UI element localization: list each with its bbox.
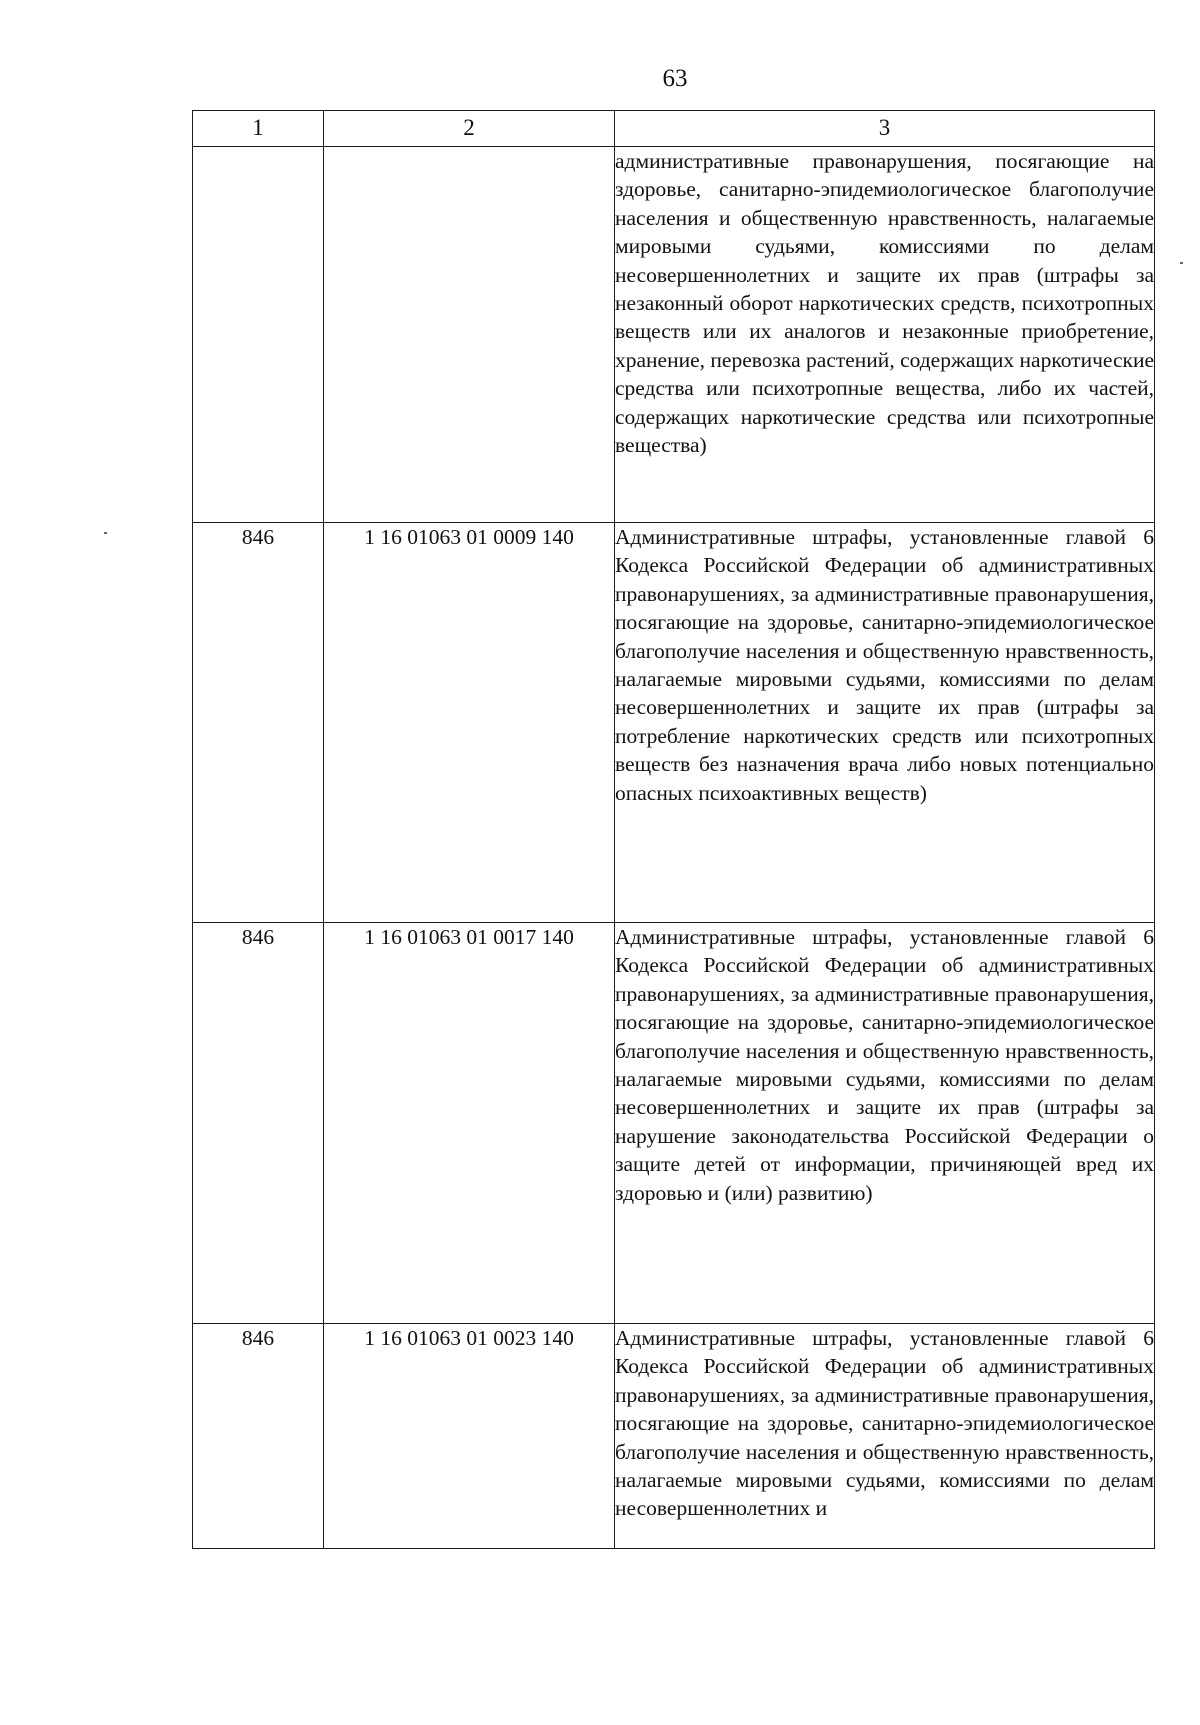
scan-speck [104, 532, 107, 534]
table-row [193, 923, 1155, 1324]
table-row [193, 147, 1155, 523]
description-text: Административные штрафы, установленные главой 6 Кодекса Российской Федерации об административных правонарушениях, за административные правонарушения, посягающие на здоровье, санитарно-эпидемиологическое благополучие населения и общественную нравственность, налагаемые мировыми судьями, комиссиями по делам несовершеннолетних и защите их прав (штрафы за нарушение законодательства Российской Федерации о защите детей от информации, причиняющей вред их здоровью и (или) развитию) [615, 925, 1154, 1205]
scan-speck [1180, 262, 1183, 264]
page-number: 63 [662, 65, 688, 92]
column-header-3: 3 [615, 111, 1155, 147]
column-header-1: 1 [193, 111, 324, 147]
budget-code-cell: 1 16 01063 01 0017 140 [324, 923, 615, 1324]
table-row [193, 1324, 1155, 1549]
description-cell [615, 1324, 1155, 1549]
description-cell [615, 147, 1155, 523]
description-text: Административные штрафы, установленные главой 6 Кодекса Российской Федерации об административных правонарушениях, за административные правонарушения, посягающие на здоровье, санитарно-эпидемиологическое благополучие населения и общественную нравственность, налагаемые мировыми судьями, комиссиями по делам несовершеннолетних и защите их прав (штрафы за потребление наркотических средств или психотропных веществ без назначения врача либо новых потенциально опасных психоактивных веществ) [615, 525, 1154, 805]
admin-code-cell: 846 [193, 923, 324, 1324]
description-text: Административные штрафы, установленные главой 6 Кодекса Российской Федерации об административных правонарушениях, за административные правонарушения, посягающие на здоровье, санитарно-эпидемиологическое благополучие населения и общественную нравственность, налагаемые мировыми судьями, комиссиями по делам несовершеннолетних и [615, 1326, 1154, 1521]
column-header-2: 2 [324, 111, 615, 147]
budget-code-cell: 1 16 01063 01 0023 140 [324, 1324, 615, 1549]
admin-code-cell [193, 147, 324, 523]
admin-code-cell: 846 [193, 1324, 324, 1549]
admin-code-cell: 846 [193, 523, 324, 923]
table-header-row [193, 111, 1155, 147]
description-cell [615, 523, 1155, 923]
table-row [193, 523, 1155, 923]
description-text: административные правонарушения, посягающие на здоровье, санитарно-эпидемиологическое благополучие населения и общественную нравственность, налагаемые мировыми судьями, комиссиями по делам несовершеннолетних и защите их прав (штрафы за незаконный оборот наркотических средств, психотропных веществ или их аналогов и незаконные приобретение, хранение, перевозка растений, содержащих наркотические средства или психотропные вещества, либо их частей, содержащих наркотические средства или психотропные вещества) [615, 149, 1155, 458]
budget-code-cell: 1 16 01063 01 0009 140 [324, 523, 615, 923]
description-cell [615, 923, 1155, 1324]
document-table [192, 110, 1155, 1549]
budget-code-cell [324, 147, 615, 523]
